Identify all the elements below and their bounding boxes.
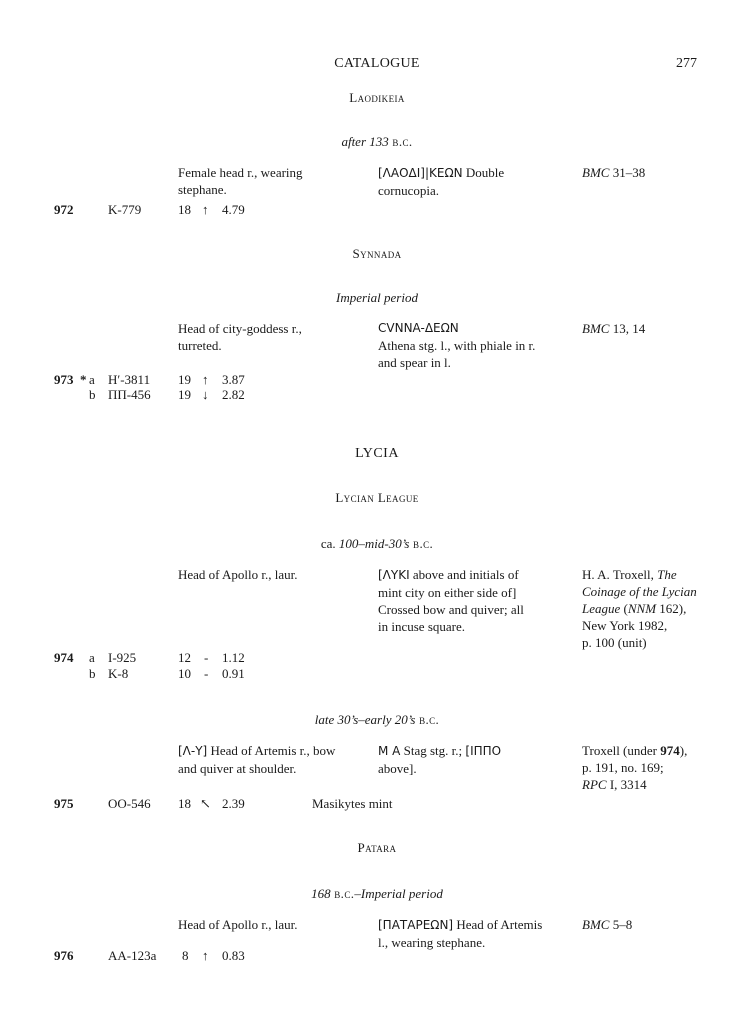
inventory-number: H′-3811	[108, 372, 151, 387]
reference-work: BMC	[582, 165, 610, 180]
period-laodikeia	[0, 134, 748, 150]
reverse-legend: [ΙΠΠΟ	[465, 744, 502, 758]
coin-size: 19	[178, 387, 191, 402]
die-axis: ↓	[202, 387, 209, 402]
reverse-legend: [ΠΑΤΑΡΕΩΝ]	[378, 918, 454, 932]
reference	[582, 916, 632, 933]
reverse-description	[378, 916, 542, 951]
illustration-star: *	[80, 372, 87, 387]
reference-text: Troxell (under	[582, 743, 661, 758]
reference	[582, 742, 687, 793]
reverse-description	[378, 566, 524, 635]
reference-pages: 5–8	[609, 917, 633, 932]
die-axis: ↑	[202, 948, 209, 963]
catalogue-number: 972	[54, 202, 74, 217]
period-patara	[0, 886, 748, 902]
mint-note: Masikytes mint	[312, 796, 393, 811]
obverse-line: and quiver at shoulder.	[178, 761, 297, 776]
obverse-description	[178, 320, 302, 354]
coin-size: 18	[178, 796, 191, 811]
variant-letter: a	[89, 650, 95, 665]
reverse-description	[378, 742, 501, 777]
reverse-line: l., wearing stephane.	[378, 935, 486, 950]
reverse-line: cornucopia.	[378, 183, 440, 198]
reference-line: p. 191, no. 169;	[582, 760, 664, 775]
reverse-legend: CVNNA-ΔΕΩΝ	[378, 321, 459, 335]
reverse-text: above and initials of	[409, 567, 519, 582]
variant-letter: b	[89, 666, 96, 681]
variant-letter: a	[89, 372, 95, 387]
reference-text: I, 3314	[606, 777, 647, 792]
obverse-description	[178, 164, 303, 198]
period-lycian-league-2	[0, 712, 748, 728]
period-text: late 30’s–early 20’s	[314, 712, 416, 727]
period-era: b.c.	[415, 712, 440, 727]
obverse-line: Head of city-goddess r.,	[178, 321, 302, 336]
reverse-text: Head of Artemis	[453, 917, 543, 932]
coin-size: 10	[178, 666, 191, 681]
coin-size: 12	[178, 650, 191, 665]
period-prefix: ca.	[320, 536, 339, 551]
reference-work: RPC	[582, 777, 607, 792]
inventory-number: K-8	[108, 666, 129, 681]
reverse-line: Crossed bow and quiver; all	[378, 602, 524, 617]
reverse-text: Stag stg. r.;	[400, 743, 466, 758]
obverse-line: Head of Apollo r., laur.	[178, 917, 298, 932]
reference-pages: 13, 14	[609, 321, 646, 336]
catalogue-number: 975	[54, 796, 74, 811]
die-axis: -	[204, 650, 209, 665]
coin-weight: 1.12	[222, 650, 245, 665]
reverse-legend: [ΛΑΟΔΙ]|ΚΕΩΝ	[378, 166, 463, 180]
obverse-description	[178, 916, 298, 933]
obverse-line: Head of Apollo r., laur.	[178, 567, 298, 582]
reference-line: p. 100 (unit)	[582, 635, 647, 650]
reference-work: League	[582, 601, 621, 616]
section-heading-synnada: Synnada	[352, 246, 402, 261]
period-text: 100–mid-30’s	[338, 536, 410, 551]
reference	[582, 566, 697, 651]
period-era: b.c.	[388, 134, 413, 149]
period-era: b.c.	[330, 886, 355, 901]
obverse-line: stephane.	[178, 182, 227, 197]
reference-author: H. A. Troxell,	[582, 567, 658, 582]
section-heading-laodikeia: Laodikeia	[349, 90, 405, 105]
coin-size: 8	[182, 948, 189, 963]
die-axis: ↑	[202, 372, 209, 387]
coin-size: 18	[178, 202, 191, 217]
reference-line: New York 1982,	[582, 618, 668, 633]
inventory-number: ΠΠ-456	[108, 387, 151, 402]
variant-letter: b	[89, 387, 96, 402]
period-synnada	[0, 290, 748, 306]
obverse-text: Head of Artemis r., bow	[207, 743, 336, 758]
page-running-title: CATALOGUE	[334, 56, 420, 71]
section-heading-lycian-league: Lycian League	[335, 490, 419, 505]
region-heading-lycia: LYCIA	[355, 446, 399, 461]
reverse-description	[378, 164, 504, 199]
reference-text: ),	[679, 743, 688, 758]
reverse-line: mint city on either side of]	[378, 585, 517, 600]
inventory-number: I-925	[108, 650, 137, 665]
catalogue-number: 976	[54, 948, 74, 963]
obverse-line: turreted.	[178, 338, 222, 353]
reverse-line: and spear in l.	[378, 355, 451, 370]
period-lycian-league-1	[0, 536, 748, 552]
inventory-number: OO-546	[108, 796, 151, 811]
reverse-line: above].	[378, 761, 417, 776]
reference-work: BMC	[582, 917, 610, 932]
reference-text: (	[620, 601, 628, 616]
page-number: 277	[676, 56, 697, 71]
reference-work: BMC	[582, 321, 610, 336]
period-era: b.c.	[409, 536, 434, 551]
obverse-description	[178, 566, 298, 583]
section-heading-patara: Patara	[357, 840, 397, 855]
inventory-number: K-779	[108, 202, 142, 217]
reverse-line: in incuse square.	[378, 619, 466, 634]
catalogue-number: 974	[54, 650, 74, 665]
coin-weight: 4.79	[222, 202, 245, 217]
reference-series: NNM	[627, 601, 657, 616]
reference-work: The	[657, 567, 677, 582]
reverse-line: Athena stg. l., with phiale in r.	[378, 338, 536, 353]
obverse-legend: [Λ-Υ]	[178, 744, 208, 758]
die-axis: ↖	[200, 796, 211, 811]
reverse-legend: [ΛΥΚΙ	[378, 568, 410, 582]
reference-pages: 31–38	[609, 165, 646, 180]
coin-weight: 3.87	[222, 372, 245, 387]
die-axis: -	[204, 666, 209, 681]
obverse-line: Female head r., wearing	[178, 165, 303, 180]
coin-weight: 2.39	[222, 796, 245, 811]
reverse-description	[378, 320, 535, 371]
coin-weight: 0.83	[222, 948, 245, 963]
reference-crossref: 974	[660, 743, 680, 758]
period-text: 168	[311, 886, 331, 901]
reference	[582, 320, 645, 337]
period-text: Imperial period	[336, 290, 418, 305]
coin-size: 19	[178, 372, 191, 387]
obverse-description	[178, 742, 335, 777]
catalogue-number: 973	[54, 372, 74, 387]
die-axis: ↑	[202, 202, 209, 217]
coin-weight: 2.82	[222, 387, 245, 402]
reverse-text: Double	[462, 165, 505, 180]
reference	[582, 164, 645, 181]
reference-text: 162),	[656, 601, 687, 616]
period-text: –Imperial period	[354, 886, 443, 901]
reference-work: Coinage of the Lycian	[582, 584, 697, 599]
reverse-legend: Μ Α	[378, 744, 401, 758]
inventory-number: AA-123a	[108, 948, 157, 963]
period-text: after 133	[341, 134, 389, 149]
coin-weight: 0.91	[222, 666, 245, 681]
